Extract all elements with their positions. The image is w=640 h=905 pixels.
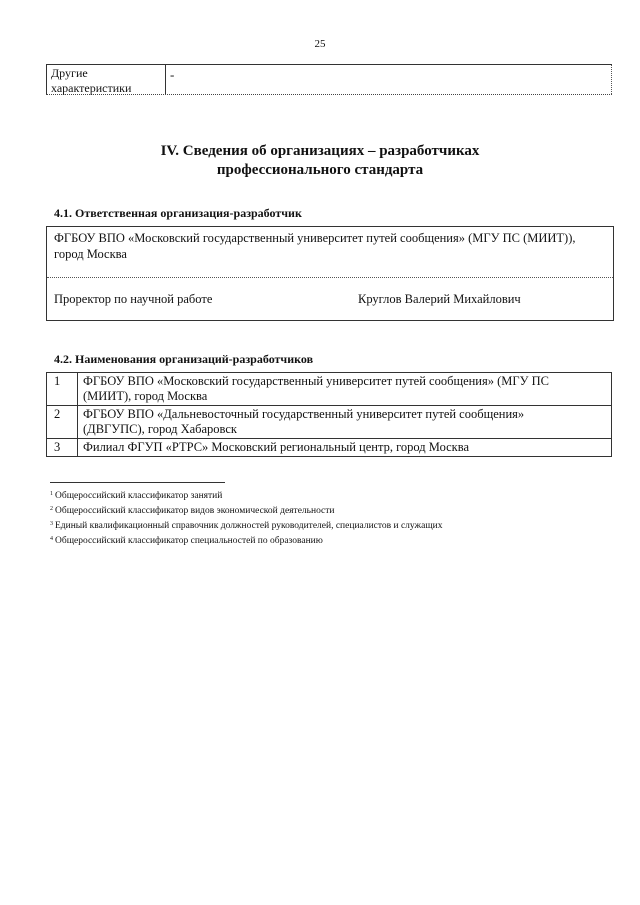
- row-number: 3: [47, 439, 78, 457]
- section-title: [0, 142, 640, 180]
- row-organization-line1: ФГБОУ ВПО «Московский государственный университет путей сообщения» (МГУ ПС: [83, 374, 549, 388]
- box-separator: [47, 277, 613, 278]
- responsible-organization-line1: ФГБОУ ВПО «Московский государственный университет путей сообщения» (МГУ ПС (МИИТ)),: [54, 231, 576, 245]
- row-organization-line1: Филиал ФГУП «РТРС» Московский региональный центр, город Москва: [83, 440, 470, 454]
- row-organization: [78, 439, 612, 457]
- other-characteristics-label-line1: Другие: [51, 66, 88, 80]
- row-organization-line2: (МИИТ), город Москва: [83, 389, 208, 403]
- table-right-border: [611, 65, 612, 94]
- table-row: [47, 373, 612, 406]
- other-characteristics-label-line2: характеристики: [51, 81, 132, 95]
- other-characteristics-table: [46, 64, 612, 95]
- row-number: 2: [47, 406, 78, 439]
- footnote-divider: [50, 482, 225, 483]
- responsible-organization-line2: город Москва: [54, 247, 127, 261]
- row-organization: [78, 406, 612, 439]
- footnote-item: $^3$ Единый квалификационный справочник должностей руководителей, специалистов и служащих: [50, 521, 443, 531]
- row-organization: [78, 373, 612, 406]
- responsible-organization-box: [46, 226, 614, 321]
- footnotes: [50, 488, 570, 548]
- row-organization-line1: ФГБОУ ВПО «Дальневосточный государственный университет путей сообщения»: [83, 407, 525, 421]
- subsection-4-2-heading: 4.2. Наименования организаций-разработчиков: [54, 352, 314, 366]
- footnote-item: $^2$ Общероссийский классификатор видов экономической деятельности: [50, 506, 335, 516]
- page-number: 25: [314, 38, 326, 50]
- signatory-position: Проректор по научной работе: [54, 292, 213, 306]
- footnote-item: $^1$ Общероссийский классификатор занятий: [50, 491, 223, 501]
- signatory-name: Круглов Валерий Михайлович: [358, 292, 521, 306]
- row-organization-line2: (ДВГУПС), город Хабаровск: [83, 422, 238, 436]
- table-row: [47, 439, 612, 457]
- row-number: 1: [47, 373, 78, 406]
- footnote-item: $^4$ Общероссийский классификатор специальностей по образованию: [50, 536, 323, 546]
- section-title-line2: профессионального стандарта: [216, 162, 424, 178]
- section-title-line1: IV. Сведения об организациях – разработчиках: [160, 143, 480, 159]
- responsible-organization-name: [54, 230, 604, 262]
- table-row: [47, 406, 612, 439]
- other-characteristics-value: -: [170, 67, 175, 82]
- developer-organizations-table: [46, 372, 612, 457]
- other-characteristics-label-cell: [46, 65, 166, 94]
- subsection-4-1-heading: 4.1. Ответственная организация-разработчик: [54, 206, 302, 220]
